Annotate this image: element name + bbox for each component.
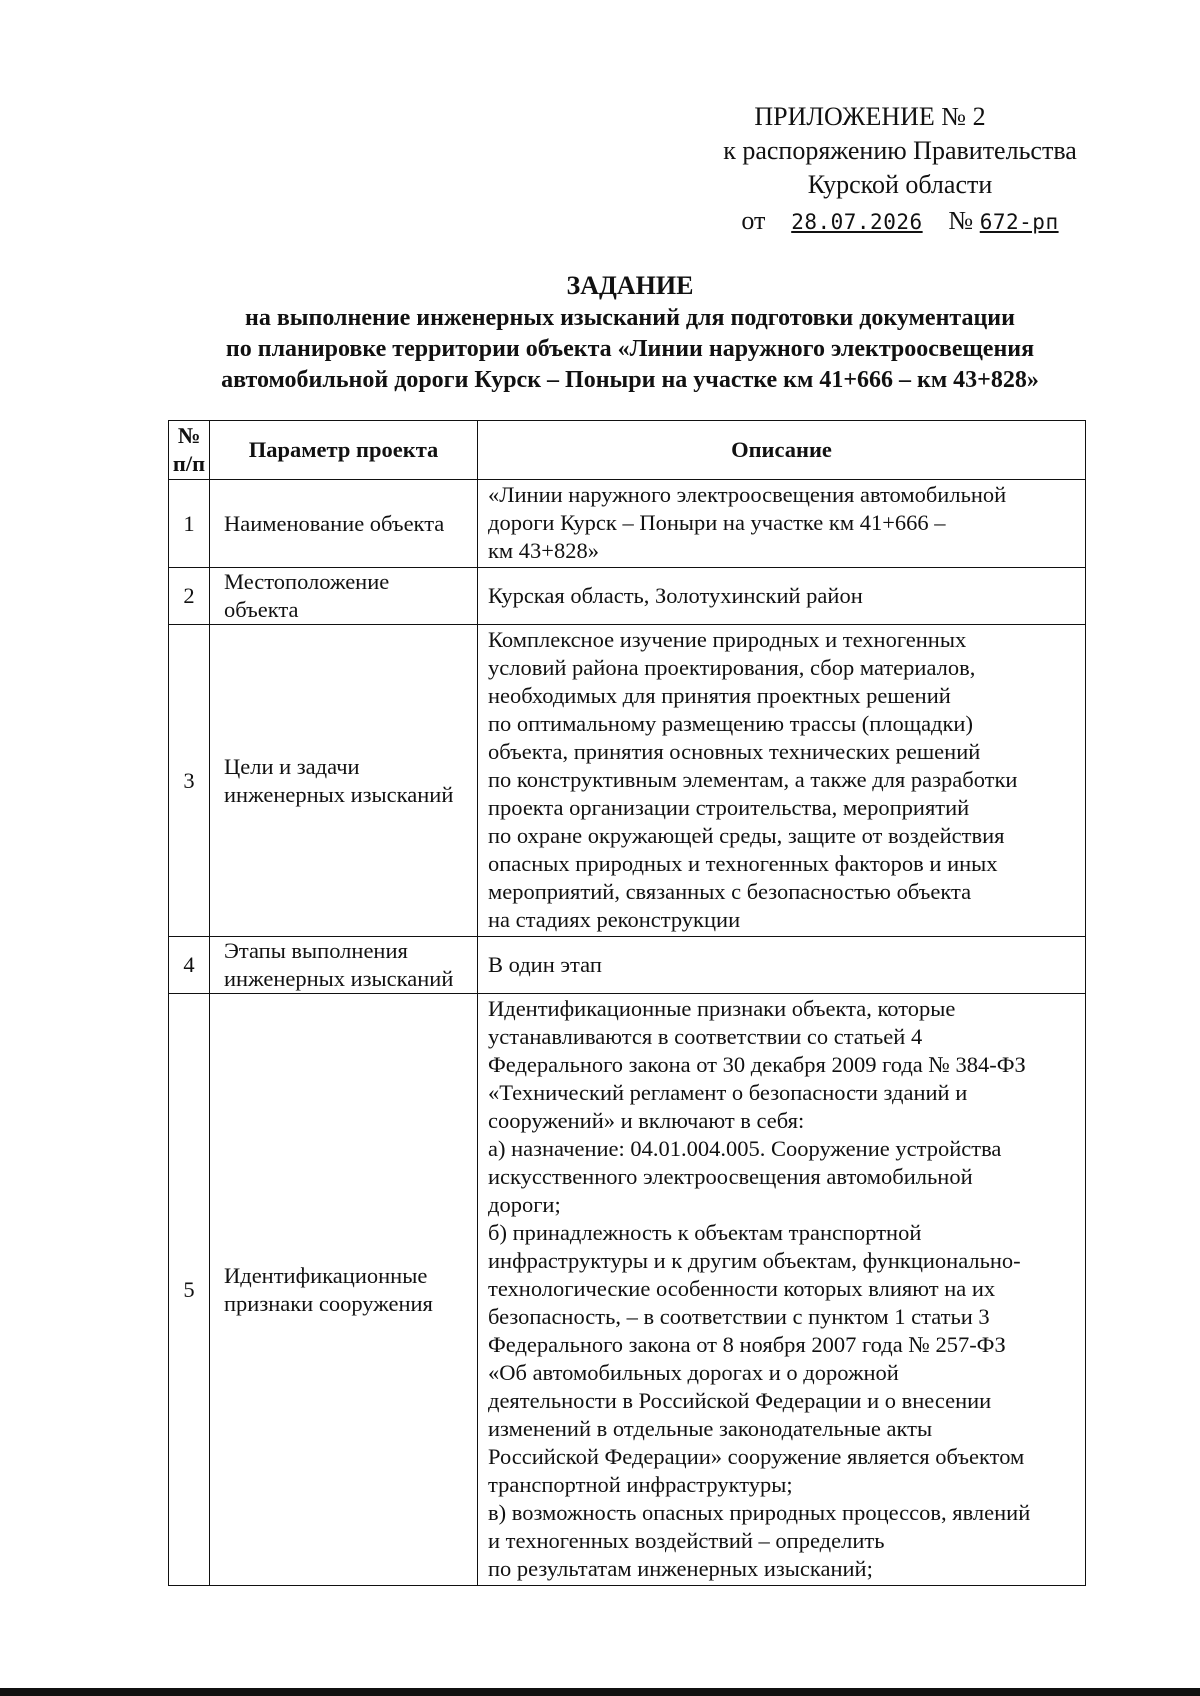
row-number: 1 <box>169 480 210 568</box>
description-line: по охране окружающей среды, защите от воздействия <box>488 823 1005 848</box>
row-number: 2 <box>169 568 210 625</box>
header-param: Параметр проекта <box>210 421 478 480</box>
description-line: дороги; <box>488 1192 561 1217</box>
table-row <box>169 480 1086 568</box>
table-row <box>169 994 1086 1586</box>
description-line: В один этап <box>488 951 602 977</box>
description-line: по оптимальному размещению трассы (площадки) <box>488 711 973 736</box>
header-num: № п/п <box>169 421 210 480</box>
parameter-line: признаки сооружения <box>224 1290 433 1316</box>
order-date-number-line <box>690 204 1110 239</box>
date-prefix: от <box>741 206 766 235</box>
description-line: опасных природных и техногенных факторов и иных <box>488 851 998 876</box>
title-main: ЗАДАНИЕ <box>566 271 694 300</box>
description-line: и техногенных воздействий – определить <box>488 1528 885 1553</box>
number-prefix: № <box>948 206 974 235</box>
row-parameter <box>210 937 478 994</box>
description-line: а) назначение: 04.01.004.005. Сооружение устройства <box>488 1136 1002 1161</box>
parameters-table <box>168 420 1086 1586</box>
appendix-number: ПРИЛОЖЕНИЕ № 2 <box>754 102 986 131</box>
description-line: сооружений» и включают в себя: <box>488 1108 805 1133</box>
description-line: объекта, принятия основных технических решений <box>488 739 981 764</box>
description-line: деятельности в Российской Федерации и о внесении <box>488 1388 992 1413</box>
description-line: необходимых для принятия проектных решений <box>488 683 951 708</box>
row-parameter <box>210 994 478 1586</box>
document-title <box>160 270 1100 396</box>
parameter-line: Цели и задачи <box>224 753 360 779</box>
row-parameter <box>210 480 478 568</box>
description-line: по результатам инженерных изысканий; <box>488 1556 873 1581</box>
row-description <box>478 568 1086 625</box>
description-line: в) возможность опасных природных процессов, явлений <box>488 1500 1031 1525</box>
title-subline: автомобильной дороги Курск – Поныри на участке км 41+666 – км 43+828» <box>221 367 1039 393</box>
document-header <box>690 100 1110 239</box>
row-description <box>478 480 1086 568</box>
order-number: 672-рп <box>979 210 1059 234</box>
description-line: Курская область, Золотухинский район <box>488 582 863 608</box>
table-body <box>169 480 1086 1586</box>
table-row <box>169 937 1086 994</box>
description-line: «Линии наружного электроосвещения автомобильной <box>488 482 1007 507</box>
order-date: 28.07.2026 <box>791 210 923 234</box>
description-line: Федерального закона от 30 декабря 2009 года № 384-ФЗ <box>488 1052 1026 1077</box>
title-subline: по планировке территории объекта «Линии наружного электроосвещения <box>225 336 1035 362</box>
row-parameter <box>210 625 478 937</box>
parameter-line: инженерных изысканий <box>224 781 454 807</box>
parameter-line: инженерных изысканий <box>224 966 454 991</box>
parameter-line: Идентификационные <box>224 1262 428 1288</box>
order-reference-line2: Курской области <box>807 170 993 199</box>
row-number: 3 <box>169 625 210 937</box>
row-description <box>478 937 1086 994</box>
description-line: условий района проектирования, сбор материалов, <box>488 655 976 680</box>
description-line: изменений в отдельные законодательные акты <box>488 1416 933 1441</box>
parameter-line: Наименование объекта <box>224 510 445 536</box>
description-line: км 43+828» <box>488 538 599 563</box>
header-desc: Описание <box>478 421 1086 480</box>
description-line: по конструктивным элементам, а также для разработки <box>488 767 1018 792</box>
description-line: мероприятий, связанных с безопасностью объекта <box>488 879 972 904</box>
row-description <box>478 625 1086 937</box>
table-header-row <box>169 421 1086 480</box>
description-line: Комплексное изучение природных и техногенных <box>488 627 967 652</box>
description-line: безопасность, – в соответствии с пунктом 1 статьи 3 <box>488 1304 990 1329</box>
table-row <box>169 625 1086 937</box>
row-parameter <box>210 568 478 625</box>
description-line: Федерального закона от 8 ноября 2007 года № 257-ФЗ <box>488 1332 1006 1357</box>
description-line: «Об автомобильных дорогах и о дорожной <box>488 1360 899 1385</box>
description-line: искусственного электроосвещения автомобильной <box>488 1164 973 1189</box>
description-line: Идентификационные признаки объекта, которые <box>488 996 956 1021</box>
parameter-line: Местоположение <box>224 569 390 594</box>
description-line: проекта организации строительства, мероприятий <box>488 795 970 820</box>
title-subline: на выполнение инженерных изысканий для подготовки документации <box>245 305 1015 331</box>
description-line: дороги Курск – Поныри на участке км 41+666 – <box>488 510 946 535</box>
description-line: устанавливаются в соответствии со статьей 4 <box>488 1024 923 1049</box>
parameter-line: Этапы выполнения <box>224 938 408 963</box>
table-row <box>169 568 1086 625</box>
description-line: Российской Федерации» сооружение является объектом <box>488 1444 1025 1469</box>
row-number: 5 <box>169 994 210 1586</box>
description-line: «Технический регламент о безопасности зданий и <box>488 1080 968 1105</box>
description-line: б) принадлежность к объектам транспортной <box>488 1220 922 1245</box>
description-line: инфраструктуры и к другим объектам, функционально- <box>488 1248 1021 1273</box>
order-reference-line1: к распоряжению Правительства <box>723 136 1077 165</box>
description-line: технологические особенности которых влияют на их <box>488 1276 996 1301</box>
description-line: транспортной инфраструктуры; <box>488 1472 793 1497</box>
row-number: 4 <box>169 937 210 994</box>
row-description <box>478 994 1086 1586</box>
scan-bottom-edge <box>0 1688 1200 1696</box>
parameter-line: объекта <box>224 597 299 622</box>
description-line: на стадиях реконструкции <box>488 907 741 932</box>
